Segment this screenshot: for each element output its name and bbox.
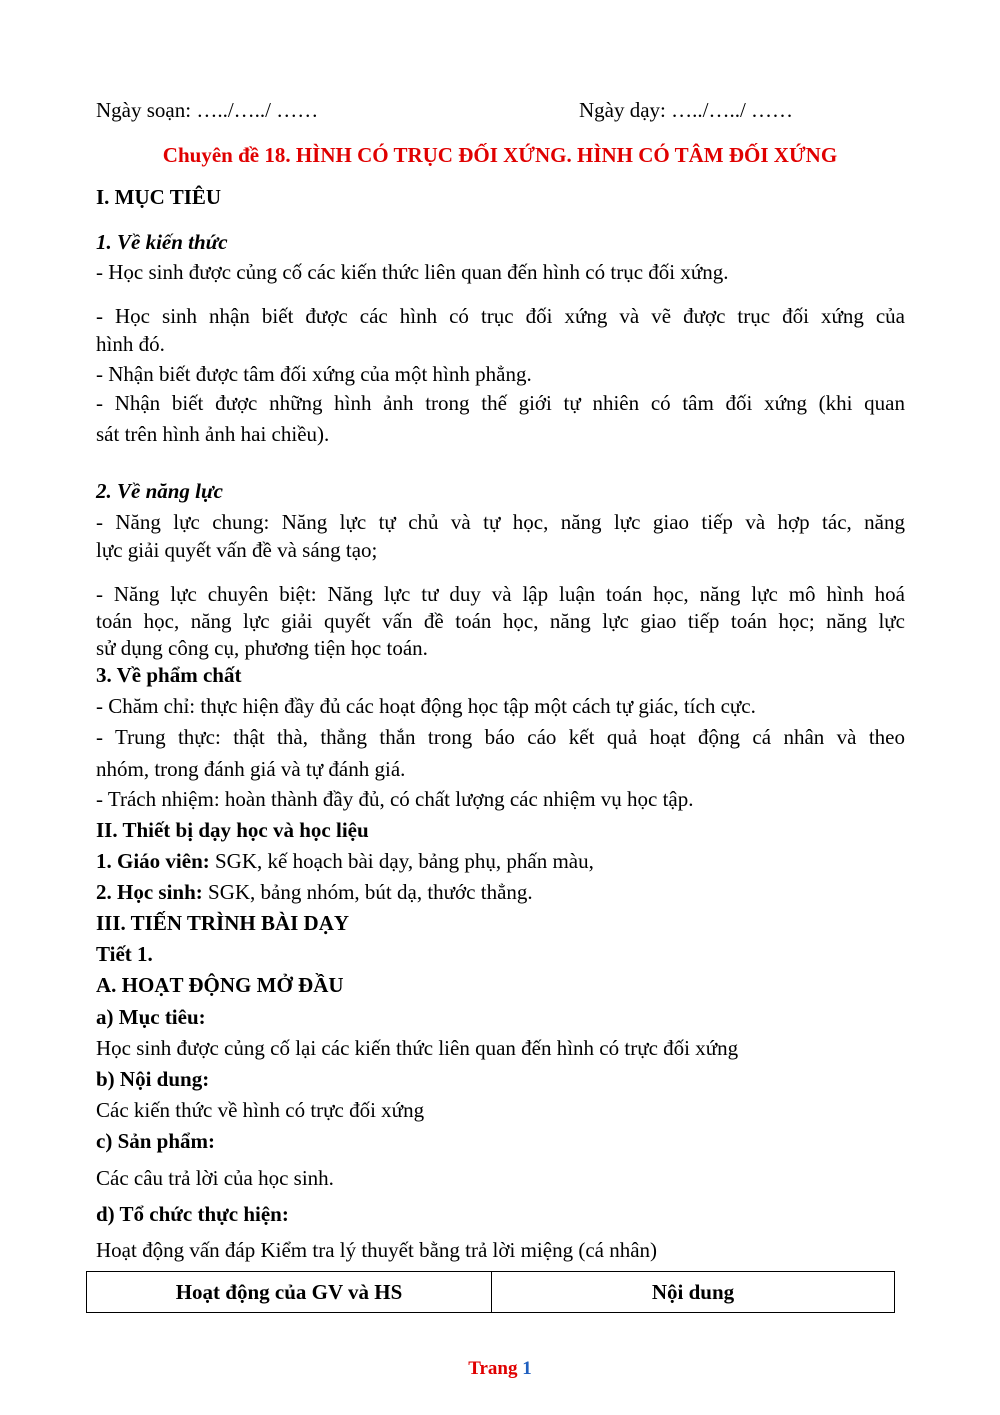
objective-label: a) Mục tiêu: <box>96 1005 206 1029</box>
page-number: 1 <box>522 1358 532 1379</box>
competence-item-2-cont2: sử dụng công cụ, phương tiện học toán. <box>96 636 428 660</box>
content-label: b) Nội dung: <box>96 1067 210 1091</box>
table-header-content: Nội dung <box>492 1272 895 1313</box>
competence-item-2-cont: toán học, năng lực giải quyết vấn đề toán học, năng lực giao tiếp toán học; năng lực <box>96 609 905 633</box>
competence-item-2: - Năng lực chuyên biệt: Năng lực tư duy và lập luận toán học, năng lực mô hình hoá <box>96 582 905 606</box>
knowledge-item-2-cont: hình đó. <box>96 332 165 356</box>
quality-item-1: - Chăm chỉ: thực hiện đầy đủ các hoạt động học tập một cách tự giác, tích cực. <box>96 694 756 718</box>
period-label: Tiết 1. <box>96 942 153 966</box>
competence-heading: 2. Về năng lực <box>96 479 223 503</box>
date-taught: Ngày dạy: …../…../ …… <box>579 98 794 122</box>
quality-item-3: - Trách nhiệm: hoàn thành đầy đủ, có chất lượng các nhiệm vụ học tập. <box>96 787 694 811</box>
section-objectives-heading: I. MỤC TIÊU <box>96 185 222 209</box>
knowledge-item-1: - Học sinh được củng cố các kiến thức liên quan đến hình có trục đối xứng. <box>96 260 729 284</box>
knowledge-item-4: - Nhận biết được những hình ảnh trong thế giới tự nhiên có tâm đối xứng (khi quan <box>96 391 905 415</box>
page-label: Trang <box>468 1358 518 1379</box>
equipment-heading: II. Thiết bị dạy học và học liệu <box>96 818 369 842</box>
objective-text: Học sinh được củng cố lại các kiến thức liên quan đến hình có trực đối xứng <box>96 1036 739 1060</box>
document-title: Chuyên đề 18. HÌNH CÓ TRỤC ĐỐI XỨNG. HÌNH CÓ TÂM ĐỐI XỨNG <box>162 143 838 167</box>
quality-item-2-cont: nhóm, trong đánh giá và tự đánh giá. <box>96 757 406 781</box>
date-prepared: Ngày soạn: …../…../ …… <box>96 98 319 122</box>
procedure-heading: III. TIẾN TRÌNH BÀI DẠY <box>96 911 350 935</box>
teacher-text: SGK, kế hoạch bài dạy, bảng phụ, phấn màu, <box>209 849 594 873</box>
table-header-activity: Hoạt động của GV và HS <box>87 1272 492 1313</box>
quality-heading: 3. Về phẩm chất <box>96 663 242 687</box>
organization-text: Hoạt động vấn đáp Kiểm tra lý thuyết bằng trả lời miệng (cá nhân) <box>96 1238 658 1262</box>
competence-item-1: - Năng lực chung: Năng lực tự chủ và tự học, năng lực giao tiếp và hợp tác, năng <box>96 510 905 534</box>
page-footer <box>0 1358 1000 1380</box>
knowledge-heading: 1. Về kiến thức <box>96 230 228 254</box>
student-text: SGK, bảng nhóm, bút dạ, thước thẳng. <box>202 880 533 904</box>
activity-table <box>86 1271 895 1313</box>
product-label: c) Sản phẩm: <box>96 1129 216 1153</box>
content-text: Các kiến thức về hình có trực đối xứng <box>96 1098 425 1122</box>
knowledge-item-3: - Nhận biết được tâm đối xứng của một hình phẳng. <box>96 362 532 386</box>
table-header-row <box>87 1272 895 1313</box>
teacher-label: 1. Giáo viên: <box>96 849 210 873</box>
knowledge-item-2: - Học sinh nhận biết được các hình có trục đối xứng và vẽ được trục đối xứng của <box>96 304 905 328</box>
activity-heading: A. HOẠT ĐỘNG MỞ ĐẦU <box>96 973 344 997</box>
equipment-teacher <box>96 848 905 875</box>
knowledge-item-4-cont: sát trên hình ảnh hai chiều). <box>96 422 330 446</box>
student-label: 2. Học sinh: <box>96 880 203 904</box>
product-text: Các câu trả lời của học sinh. <box>96 1166 334 1190</box>
quality-item-2: - Trung thực: thật thà, thẳng thắn trong báo cáo kết quả hoạt động cá nhân và theo <box>96 725 905 749</box>
organization-label: d) Tổ chức thực hiện: <box>96 1202 289 1226</box>
competence-item-1-cont: lực giải quyết vấn đề và sáng tạo; <box>96 538 378 562</box>
equipment-student <box>96 879 905 906</box>
